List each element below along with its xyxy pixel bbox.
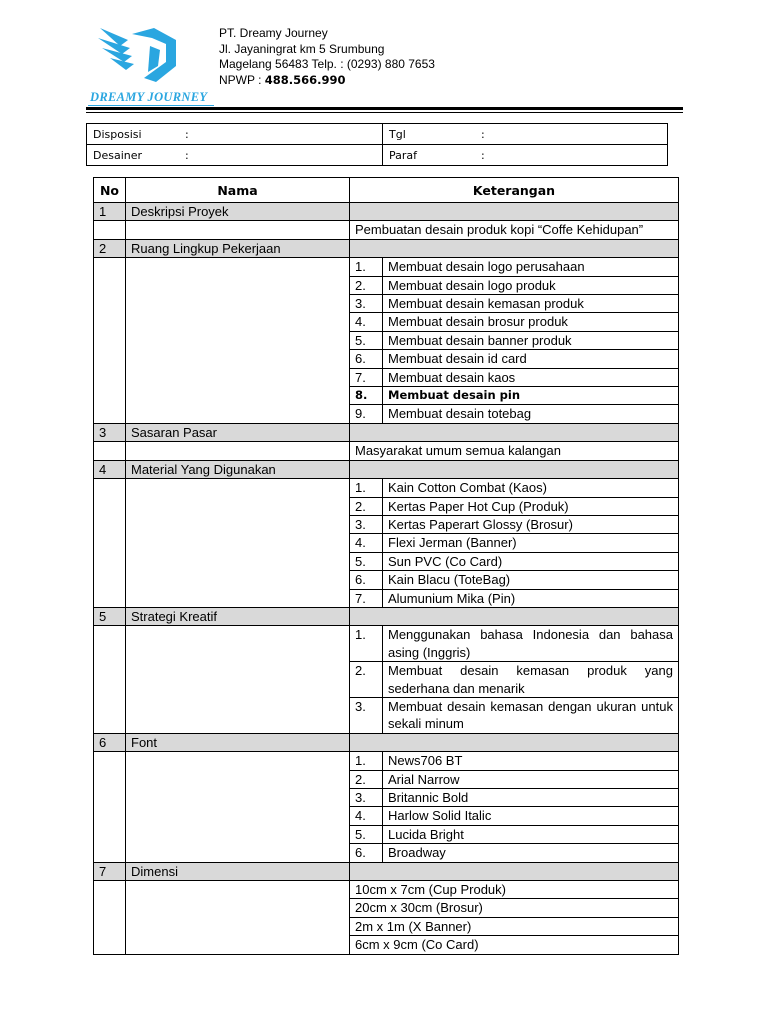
item-text: Kertas Paper Hot Cup (Produk) xyxy=(383,497,679,515)
item-number: 3. xyxy=(350,789,383,807)
section-name: Ruang Lingkup Pekerjaan xyxy=(126,239,350,257)
tgl-colon: : xyxy=(481,127,485,141)
item-number: 4. xyxy=(350,313,383,331)
item-number: 3. xyxy=(350,515,383,533)
item-number: 4. xyxy=(350,807,383,825)
item-text: Flexi Jerman (Banner) xyxy=(383,534,679,552)
table-row xyxy=(94,258,679,276)
section-row xyxy=(94,733,679,751)
item-number: 5. xyxy=(350,331,383,349)
paraf-label: Paraf xyxy=(389,148,418,162)
section-name: Material Yang Digunakan xyxy=(126,460,350,478)
header-rule-thick xyxy=(86,107,683,110)
desainer-cell[interactable] xyxy=(87,145,383,166)
company-city-phone: Magelang 56483 Telp. : (0293) 880 7653 xyxy=(219,57,435,71)
item-number: 6. xyxy=(350,350,383,368)
tgl-cell[interactable] xyxy=(383,124,668,145)
item-text: Kain Cotton Combat (Kaos) xyxy=(383,479,679,497)
section-row xyxy=(94,607,679,625)
item-text: Membuat desain pin xyxy=(383,387,679,405)
disposisi-label: Disposisi xyxy=(93,127,142,141)
meta-table xyxy=(86,123,668,166)
company-address: Jl. Jayaningrat km 5 Srumbung xyxy=(219,41,385,56)
item-number: 9. xyxy=(350,405,383,423)
item-text: Broadway xyxy=(383,844,679,862)
item-text: Membuat desain logo perusahaan xyxy=(383,258,679,276)
item-number: 4. xyxy=(350,534,383,552)
item-number: 1. xyxy=(350,479,383,497)
section-number: 4 xyxy=(94,460,126,478)
item-number: 2. xyxy=(350,497,383,515)
section-name: Deskripsi Proyek xyxy=(126,203,350,221)
col-keterangan-header: Keterangan xyxy=(350,178,679,203)
tgl-label: Tgl xyxy=(389,127,406,141)
item-text: Sun PVC (Co Card) xyxy=(383,552,679,570)
item-number: 1. xyxy=(350,626,383,662)
item-number: 8. xyxy=(350,387,383,405)
section-number: 2 xyxy=(94,239,126,257)
item-number: 6. xyxy=(350,571,383,589)
item-text: Membuat desain logo produk xyxy=(383,276,679,294)
item-text: Lucida Bright xyxy=(383,825,679,843)
section-row xyxy=(94,862,679,880)
company-npwp xyxy=(219,73,435,89)
item-text: Membuat desain brosur produk xyxy=(383,313,679,331)
table-row xyxy=(94,442,679,460)
col-no-header: No xyxy=(94,178,126,203)
item-text: Menggunakan bahasa Indonesia dan bahasa asing (Inggris) xyxy=(383,626,679,662)
company-name: PT. Dreamy Journey xyxy=(219,26,328,40)
item-text: News706 BT xyxy=(383,752,679,770)
section-row xyxy=(94,239,679,257)
item-text: Harlow Solid Italic xyxy=(383,807,679,825)
section-row xyxy=(94,460,679,478)
item-text: Membuat desain banner produk xyxy=(383,331,679,349)
desainer-label: Desainer xyxy=(93,148,143,162)
item-number: 1. xyxy=(350,258,383,276)
item-text: Alumunium Mika (Pin) xyxy=(383,589,679,607)
section-name: Dimensi xyxy=(126,862,350,880)
section-name: Font xyxy=(126,733,350,751)
disposisi-cell[interactable] xyxy=(87,124,383,145)
paraf-colon: : xyxy=(481,148,485,162)
section-number: 3 xyxy=(94,423,126,441)
item-number: 3. xyxy=(350,697,383,733)
section-text: Masyarakat umum semua kalangan xyxy=(350,442,679,460)
item-number: 7. xyxy=(350,589,383,607)
dreamy-journey-logo-icon xyxy=(98,20,188,86)
header-rule-thin xyxy=(86,112,683,113)
dimension-text: 6cm x 9cm (Co Card) xyxy=(350,936,679,954)
item-number: 6. xyxy=(350,844,383,862)
item-number: 7. xyxy=(350,368,383,386)
item-number: 2. xyxy=(350,770,383,788)
item-number: 3. xyxy=(350,295,383,313)
table-row xyxy=(94,752,679,770)
table-row xyxy=(94,221,679,239)
section-name: Strategi Kreatif xyxy=(126,607,350,625)
col-nama-header: Nama xyxy=(126,178,350,203)
dimension-text: 10cm x 7cm (Cup Produk) xyxy=(350,881,679,899)
table-row xyxy=(94,626,679,662)
item-number: 5. xyxy=(350,825,383,843)
item-number: 1. xyxy=(350,752,383,770)
section-number: 1 xyxy=(94,203,126,221)
desainer-colon: : xyxy=(185,148,189,162)
section-number: 7 xyxy=(94,862,126,880)
company-logo xyxy=(88,20,216,106)
item-text: Membuat desain kemasan produk yang sederhana dan menarik xyxy=(383,662,679,698)
dimension-text: 20cm x 30cm (Brosur) xyxy=(350,899,679,917)
item-number: 2. xyxy=(350,276,383,294)
item-text: Britannic Bold xyxy=(383,789,679,807)
item-number: 2. xyxy=(350,662,383,698)
item-text: Membuat desain kemasan produk xyxy=(383,295,679,313)
item-text: Membuat desain id card xyxy=(383,350,679,368)
item-text: Membuat desain totebag xyxy=(383,405,679,423)
item-text: Membuat desain kemasan dengan ukuran untuk sekali minum xyxy=(383,697,679,733)
item-text: Membuat desain kaos xyxy=(383,368,679,386)
disposisi-colon: : xyxy=(185,127,189,141)
table-row xyxy=(94,479,679,497)
section-name: Sasaran Pasar xyxy=(126,423,350,441)
section-row xyxy=(94,203,679,221)
table-header-row xyxy=(94,178,679,203)
project-brief-table xyxy=(93,177,679,955)
item-number: 5. xyxy=(350,552,383,570)
item-text: Kertas Paperart Glossy (Brosur) xyxy=(383,515,679,533)
section-number: 5 xyxy=(94,607,126,625)
company-info xyxy=(219,26,435,88)
item-text: Arial Narrow xyxy=(383,770,679,788)
item-text: Kain Blacu (ToteBag) xyxy=(383,571,679,589)
section-text: Pembuatan desain produk kopi “Coffe Kehidupan” xyxy=(350,221,679,239)
table-row xyxy=(94,881,679,899)
npwp-label: NPWP : xyxy=(219,72,262,87)
logo-underline xyxy=(88,105,214,106)
section-number: 6 xyxy=(94,733,126,751)
paraf-cell[interactable] xyxy=(383,145,668,166)
npwp-value: 488.566.990 xyxy=(264,72,346,87)
section-row xyxy=(94,423,679,441)
logo-text: DREAMY JOURNEY xyxy=(90,90,208,104)
dimension-text: 2m x 1m (X Banner) xyxy=(350,917,679,935)
